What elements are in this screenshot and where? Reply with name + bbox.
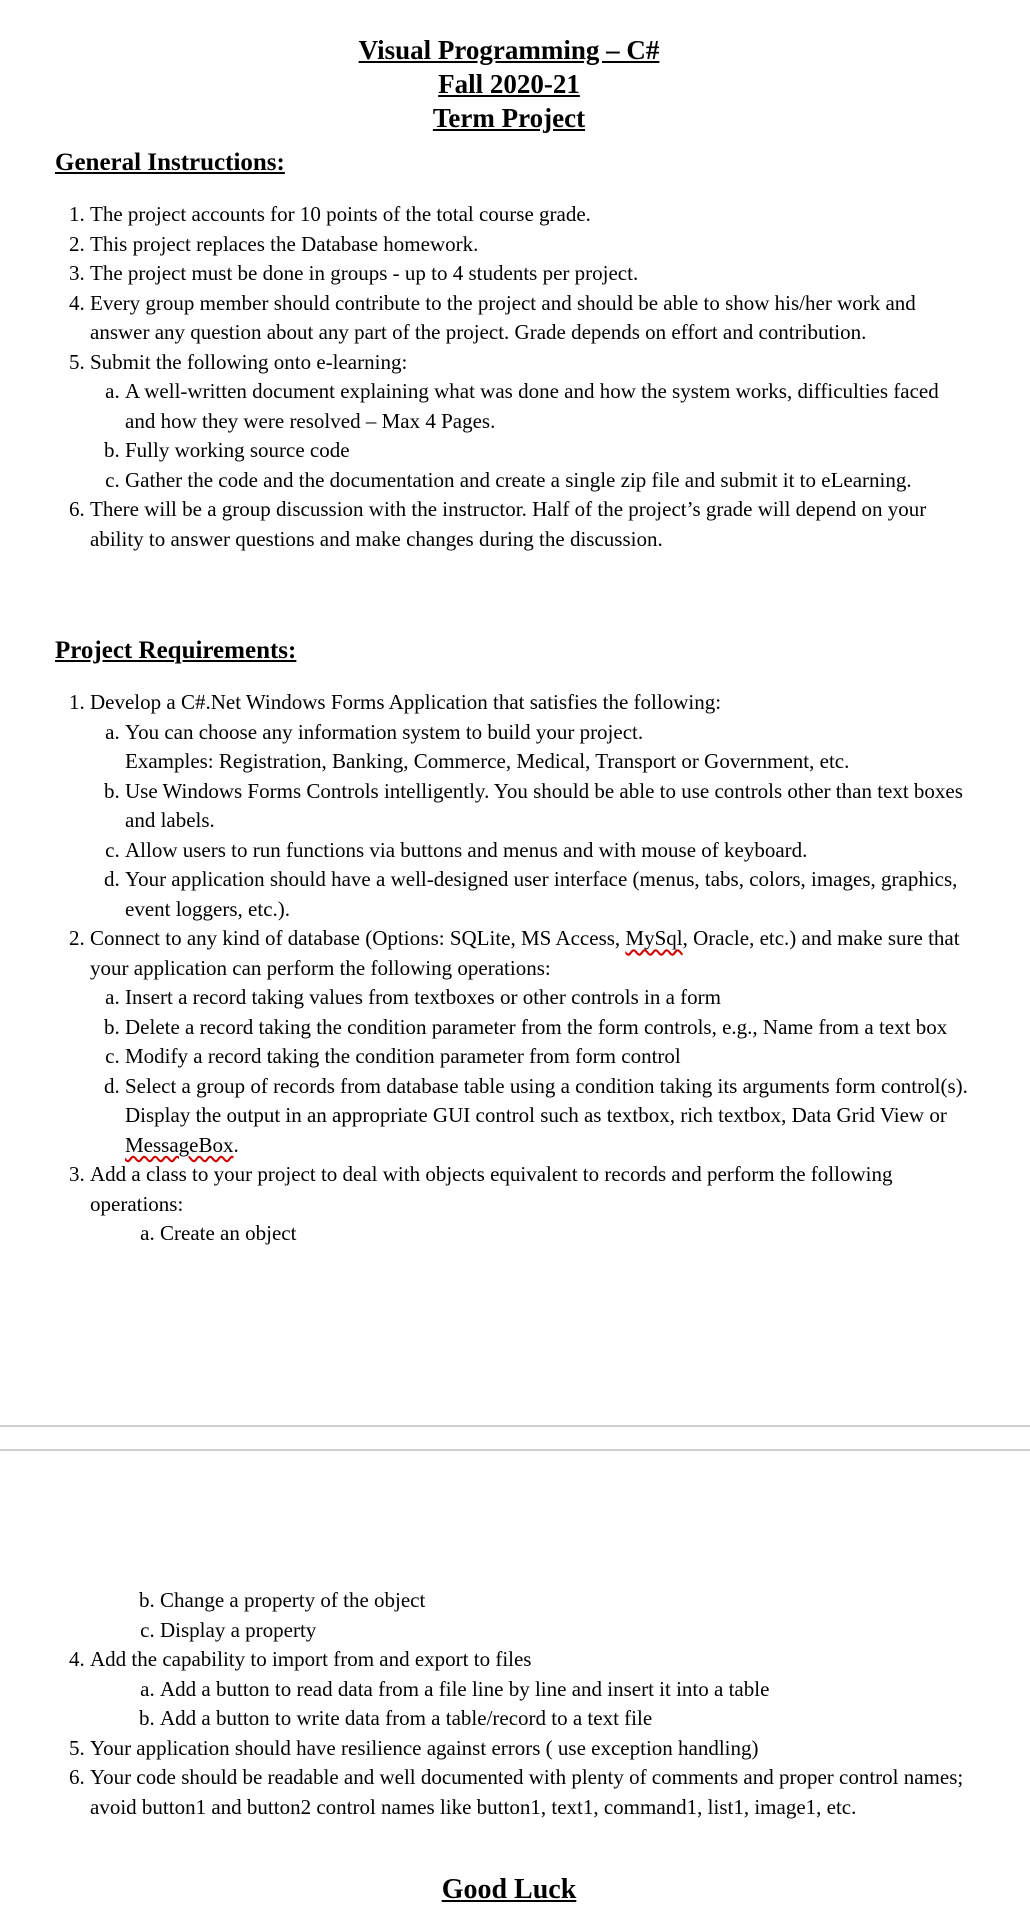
examples-text: Examples: Registration, Banking, Commerce, Medical, Transport or Government, etc. <box>125 749 850 773</box>
requirements-sublist <box>90 1586 970 1645</box>
sublist-item: a. A well-written document explaining what was done and how the system works, difficulties faced and how they were resolved – Max 4 Pages. <box>125 377 970 436</box>
list-item <box>90 924 970 1160</box>
general-instructions-list <box>0 200 970 554</box>
requirements-list-continued <box>0 1645 970 1822</box>
requirements-sublist <box>90 983 970 1160</box>
general-instructions-heading: General Instructions: <box>55 149 285 176</box>
sublist-item <box>125 1072 970 1161</box>
list-item: 5. Your application should have resilience against errors ( use exception handling) <box>90 1734 970 1764</box>
spellcheck-word: MySql <box>625 926 683 950</box>
sublist-item: b. Delete a record taking the condition parameter from the form controls, e.g., Name from a text box <box>125 1013 970 1043</box>
list-item-text: , Oracle, etc.) and make sure that your application can perform the following operations: <box>90 926 960 980</box>
sublist-item: a. Add a button to read data from a file line by line and insert it into a table <box>160 1675 970 1705</box>
title-project: Term Project <box>432 103 586 133</box>
page-break-line <box>0 1425 1030 1427</box>
list-item-text: Add the capability to import from and export to files <box>90 1647 532 1671</box>
sublist-item: c. Allow users to run functions via buttons and menus and with mouse of keyboard. <box>125 836 970 866</box>
list-item-text: Submit the following onto e-learning: <box>90 349 408 374</box>
spellcheck-word: MessageBox <box>125 1132 234 1157</box>
list-item <box>90 1160 970 1249</box>
list-item <box>90 1645 970 1734</box>
list-item-text: Add a class to your project to deal with objects equivalent to records and perform the following operations: <box>90 1162 893 1216</box>
sublist-item: c. Gather the code and the documentation and create a single zip file and submit it to eLearning. <box>125 466 970 496</box>
list-item: 6. There will be a group discussion with the instructor. Half of the project’s grade will depend on your ability to answer questions and make changes during the discussion. <box>90 495 970 554</box>
list-item: 6. Your code should be readable and well documented with plenty of comments and proper control names; avoid button1 and button2 control names like button1, text1, command1, list1, image1, etc. <box>90 1763 970 1822</box>
requirements-list <box>0 688 970 1249</box>
list-item <box>90 348 970 496</box>
requirements-list-continued <box>0 1586 970 1645</box>
sublist-item: d. Your application should have a well-designed user interface (menus, tabs, colors, images, graphics, event loggers, etc.). <box>125 865 970 924</box>
sublist-item-text: You can choose any information system to build your project. <box>125 719 644 744</box>
sublist-item: b. Add a button to write data from a table/record to a text file <box>160 1704 970 1734</box>
sublist-item-text: . <box>233 1132 239 1157</box>
sublist-item: c. Modify a record taking the condition parameter from form control <box>125 1042 970 1072</box>
list-item-text: Connect to any kind of database (Options: SQLite, MS Access, <box>90 926 626 950</box>
requirements-sublist <box>90 1675 970 1734</box>
title-term: Fall 2020-21 <box>438 69 580 99</box>
sublist-item: a. Insert a record taking values from textboxes or other controls in a form <box>125 983 970 1013</box>
sublist-item: c. Display a property <box>160 1616 970 1646</box>
list-item: 3. The project must be done in groups - up to 4 students per project. <box>90 259 970 289</box>
sublist-item: b. Use Windows Forms Controls intelligently. You should be able to use controls other than text boxes and labels. <box>125 777 970 836</box>
list-item <box>90 688 970 924</box>
list-item: 2. This project replaces the Database homework. <box>90 230 970 260</box>
sublist-item-text: Select a group of records from database table using a condition taking its arguments form control(s). Display the output in an appropriate GUI control such as textbox, rich textbox, Data Grid View or <box>125 1073 968 1127</box>
sublist-item: a. Create an object <box>160 1219 970 1249</box>
list-item: 4. Every group member should contribute to the project and should be able to show his/her work and answer any question about any part of the project. Grade depends on effort and contribution. <box>90 289 970 348</box>
list-item <box>90 1586 970 1645</box>
list-item-text: Develop a C#.Net Windows Forms Application that satisfies the following: <box>90 690 722 714</box>
requirements-sublist <box>90 718 970 925</box>
submit-sublist <box>90 377 970 495</box>
title-course: Visual Programming – C# <box>358 35 660 65</box>
sublist-item: b. Fully working source code <box>125 436 970 466</box>
sublist-item: b. Change a property of the object <box>160 1586 970 1616</box>
good-luck-closing: Good Luck <box>441 1874 577 1905</box>
list-item: 1. The project accounts for 10 points of the total course grade. <box>90 200 970 230</box>
requirements-sublist <box>90 1219 970 1249</box>
project-requirements-heading: Project Requirements: <box>55 637 297 664</box>
sublist-item <box>125 718 970 777</box>
page-break-line <box>0 1449 1030 1451</box>
